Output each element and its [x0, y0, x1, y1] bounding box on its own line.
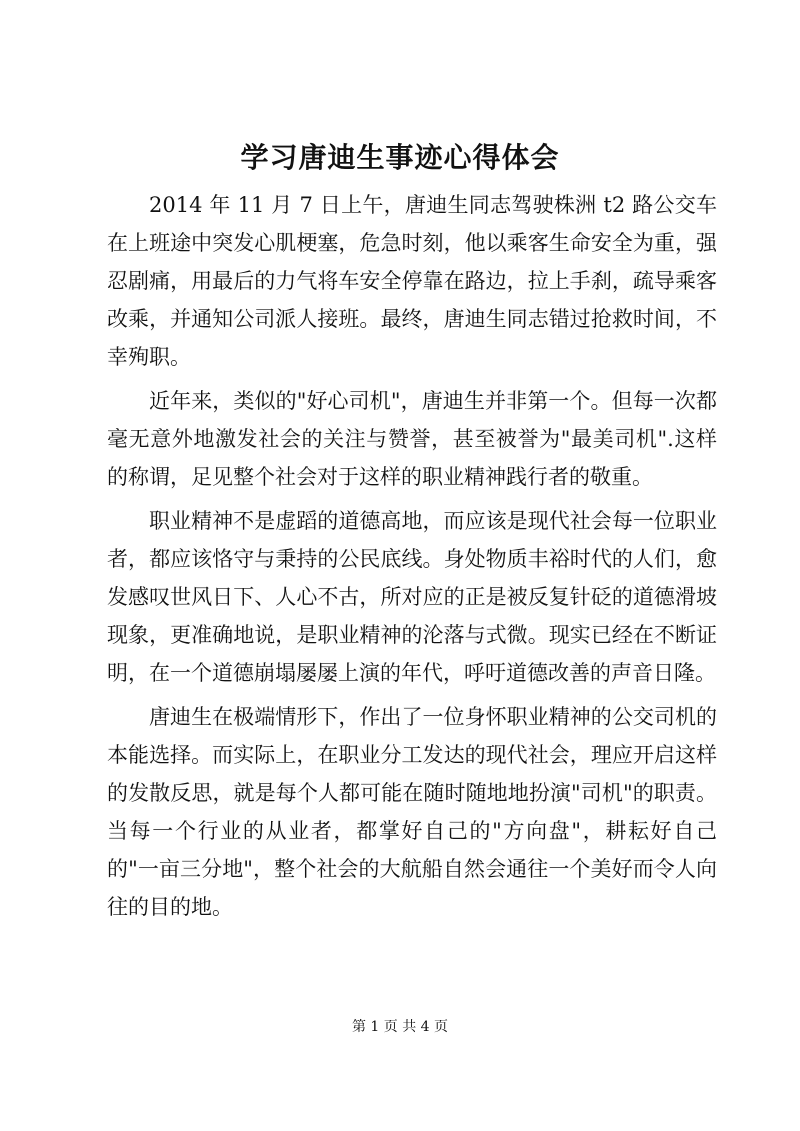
page-footer: 第 1 页 共 4 页 — [351, 1019, 449, 1035]
paragraph-1: 2014 年 11 月 7 日上午，唐迪生同志驾驶株洲 t2 路公交车在上班途中突发心肌梗塞，危急时刻，他以乘客生命安全为重，强忍剧痛，用最后的力气将车安全停靠在路边，拉上手刹，疏导乘客改乘，并通知公司派人接班。最终，唐迪生同志错过抢救时间，不幸殉职。 — [107, 193, 717, 369]
document-body — [107, 186, 717, 932]
paragraph-3: 职业精神不是虚蹈的道德高地，而应该是现代社会每一位职业者，都应该恪守与秉持的公民底线。身处物质丰裕时代的人们，愈发感叹世风日下、人心不古，所对应的正是被反复针砭的道德滑坡现象，更准确地说，是职业精神的沦落与式微。现实已经在不断证明，在一个道德崩塌屡屡上演的年代，呼吁道德改善的声音日隆。 — [107, 509, 717, 685]
paragraph-4: 唐迪生在极端情形下，作出了一位身怀职业精神的公交司机的本能选择。而实际上，在职业分工发达的现代社会，理应开启这样的发散反思，就是每个人都可能在随时随地地扮演"司机"的职责。当每一个行业的从业者，都掌好自己的"方向盘"，耕耘好自己的"一亩三分地"，整个社会的大航船自然会通往一个美好而令人向往的目的地。 — [107, 705, 717, 919]
paragraph-2: 近年来，类似的"好心司机"，唐迪生并非第一个。但每一次都毫无意外地激发社会的关注与赞誉，甚至被誉为"最美司机".这样的称谓，足见整个社会对于这样的职业精神践行者的敬重。 — [107, 389, 717, 489]
document-title: 学习唐迪生事迹心得体会 — [240, 141, 560, 174]
